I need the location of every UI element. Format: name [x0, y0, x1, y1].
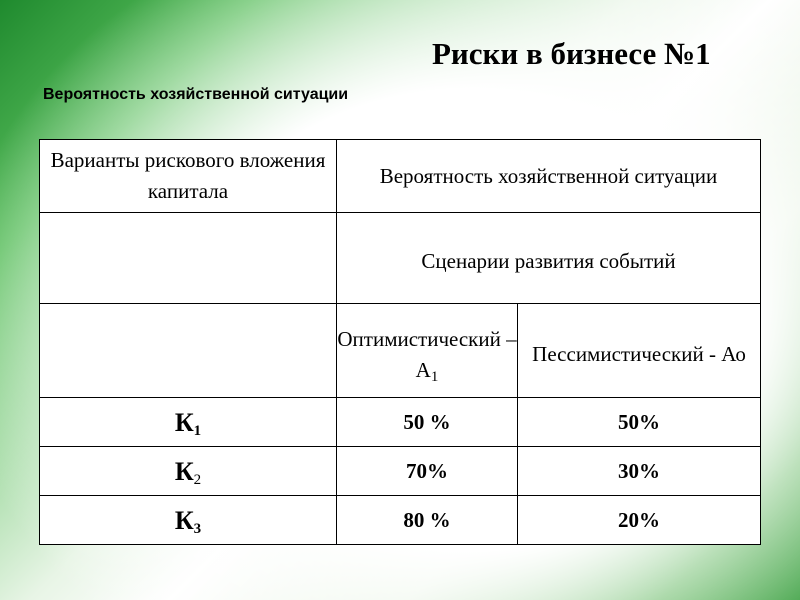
table-row	[40, 496, 761, 545]
optimistic-value: 70%	[337, 447, 518, 496]
table-scenario-types-row	[40, 304, 761, 398]
variant-label: $К_3$	[40, 496, 337, 545]
empty-cell	[40, 304, 337, 398]
header-variants-cell: Варианты рискового вложения капитала	[40, 140, 337, 213]
variant-label: $К_1$	[40, 398, 337, 447]
scenarios-label: Сценарии развития событий	[421, 248, 676, 273]
slide-subtitle: Вероятность хозяйственной ситуации	[43, 86, 349, 103]
empty-cell	[40, 213, 337, 304]
pessimistic-label: Пессимистический - Ао	[532, 342, 746, 366]
risk-probability-table	[39, 139, 761, 545]
pessimistic-header-cell	[518, 304, 761, 398]
table-row	[40, 398, 761, 447]
pessimistic-value: 30%	[518, 447, 761, 496]
table-header-row	[40, 140, 761, 213]
pessimistic-value: 20%	[518, 496, 761, 545]
variant-label: $К_2$	[40, 447, 337, 496]
optimistic-value: 50 %	[337, 398, 518, 447]
optimistic-header-cell	[337, 304, 518, 398]
table-scenarios-row	[40, 213, 761, 304]
scenarios-cell	[337, 213, 761, 304]
slide-title: Риски в бизнесе №1	[432, 36, 711, 71]
optimistic-value: 80 %	[337, 496, 518, 545]
pessimistic-value: 50%	[518, 398, 761, 447]
header-probability-cell: Вероятность хозяйственной ситуации	[337, 140, 761, 213]
optimistic-index: 1	[430, 368, 439, 385]
optimistic-label: Оптимистический – А	[337, 326, 517, 382]
table-row	[40, 447, 761, 496]
